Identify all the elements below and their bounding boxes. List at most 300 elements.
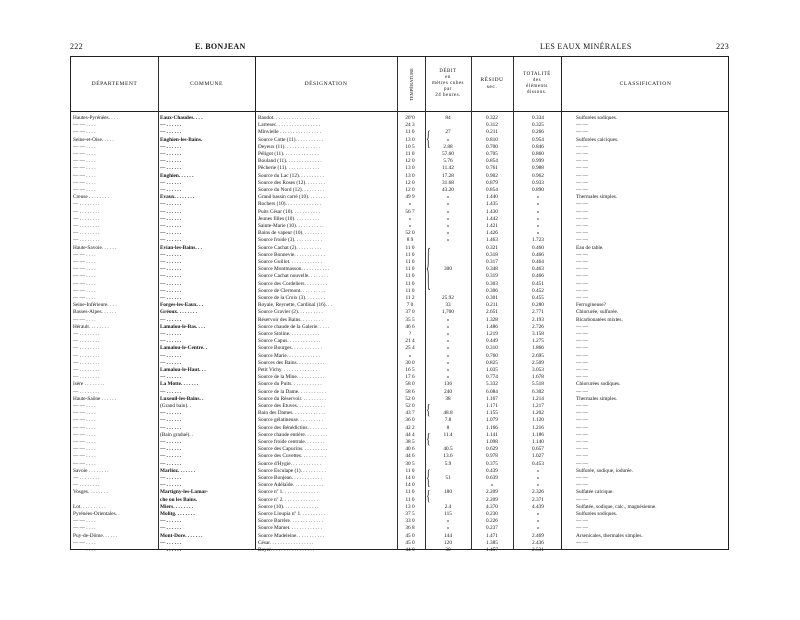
cell-departement: — — . . . . <box>73 525 96 532</box>
cell-classification: — — <box>576 525 588 532</box>
cell-debit: 8 <box>446 424 450 431</box>
cell-departement: Pyrénées-Orientales. . <box>73 511 120 517</box>
cell-totalite: 0.452 <box>532 287 544 294</box>
cell-totalite: 2.469 <box>532 532 544 539</box>
cell-designation: César. . . . . . . . . . . . . . . . . <box>258 539 314 546</box>
cell-residu: 0.854 <box>486 158 498 165</box>
cell-departement: Seine-Inférieure. . . . <box>73 302 117 309</box>
cell-debit: » <box>446 367 450 373</box>
cell-commune: — . . . . . . <box>160 424 182 431</box>
table-row <box>71 468 728 475</box>
cell-temperature: 37 0 <box>405 309 415 316</box>
cell-commune: — . . . . . . <box>160 295 182 301</box>
cell-residu: 0.237 <box>486 525 498 532</box>
cell-residu: 1.471 <box>486 532 498 539</box>
cell-designation: Royale, Reynette, Cardinal (16). . . <box>258 302 333 309</box>
author-name: E. BONJEAN <box>195 42 246 51</box>
cell-residu: 0.761 <box>486 165 498 172</box>
cell-residu: » <box>490 482 494 489</box>
cell-residu: 0.629 <box>486 446 498 453</box>
cell-classification: — — <box>576 475 588 481</box>
cell-totalite: 0.453 <box>532 460 544 467</box>
cell-departement: Vosges. . . . . . . . <box>73 489 108 496</box>
cell-classification: — — <box>576 338 588 345</box>
cell-departement: Puy-de-Dôme. . . . . . <box>73 532 118 539</box>
cell-designation: Source Madeleine. . . . . . . . . . . <box>258 532 325 539</box>
cell-residu: 1.328 <box>486 316 498 323</box>
table-row <box>71 317 728 324</box>
table-row <box>71 353 728 360</box>
cell-debit: 2.4 <box>444 503 452 510</box>
cell-departement: — — . . . . <box>73 446 96 453</box>
cell-temperature: 30 0 <box>405 359 415 366</box>
table-row <box>71 295 728 302</box>
cell-departement: — . . . . . . . . <box>73 388 100 395</box>
cell-totalite: 0.325 <box>532 122 544 129</box>
cell-totalite: 1.186 <box>532 431 544 438</box>
cell-classification: — — <box>576 453 588 460</box>
cell-residu: 1.167 <box>486 395 498 402</box>
cell-classification: Sulfatée, sodique, calc., magnésienne. <box>576 503 657 510</box>
cell-classification: — — <box>576 273 588 280</box>
cell-totalite: » <box>536 223 540 229</box>
cell-designation: Sainte-Marie (10). . . . . . . . . . . <box>258 223 324 229</box>
table-row <box>71 547 728 554</box>
cell-temperature: 30 5 <box>405 460 415 467</box>
cell-departement: — — . . . . <box>73 431 96 438</box>
cell-designation: Source Lloupia nº 1. . . . . . . . . . <box>258 511 326 517</box>
cell-totalite: 1.140 <box>532 439 544 445</box>
cell-totalite: 1.120 <box>532 417 544 424</box>
table-row <box>71 216 728 223</box>
cell-commune: — . . . . . . <box>160 359 182 366</box>
cell-commune: — . . . . . . <box>160 273 182 280</box>
cell-departement: — — . . . . <box>73 280 96 287</box>
cell-departement: — . . . . . . . . <box>73 352 100 359</box>
cell-designation: Source chaude entière. . . . . . . . . <box>258 431 328 438</box>
cell-commune: — . . . . . . <box>160 259 182 265</box>
cell-residu: 0.375 <box>486 460 498 467</box>
cell-classification: — — <box>576 266 588 273</box>
cell-commune: — . . . . . . <box>160 179 182 186</box>
cell-designation: Source (10). . . . . . . . . . . . . . <box>258 503 319 510</box>
cell-totalite: » <box>536 208 540 215</box>
cell-designation: Pêcherie (11). . . . . . . . . . . . . <box>258 165 320 172</box>
cell-designation: Source des Capucins. . . . . . . . . . <box>258 446 328 453</box>
cell-departement: Isère . . . . . . . . <box>73 381 105 388</box>
cell-totalite: 0.933 <box>532 179 544 186</box>
cell-departement: — — . . . . <box>73 165 96 172</box>
cell-residu: 4.370 <box>486 503 498 510</box>
cell-totalite: » <box>536 475 540 481</box>
cell-departement: Hérault. . . . . . . . <box>73 323 109 330</box>
cell-commune: Lamalou-le-Centre. . <box>160 345 208 352</box>
cell-temperature: 11 2 <box>405 295 415 301</box>
table-row <box>71 158 728 165</box>
cell-debit: 17.28 <box>442 172 454 179</box>
cell-classification: — — <box>576 417 588 424</box>
cell-temperature: » <box>408 215 412 222</box>
cell-debit <box>428 497 468 504</box>
column-header-designation: DÉSIGNATION <box>304 80 348 87</box>
cell-commune: — . . . . . . <box>160 201 182 208</box>
cell-classification: — — <box>576 439 588 445</box>
cell-departement: — . . . . . . . . <box>73 475 100 481</box>
cell-temperature: 21 4 <box>405 338 415 345</box>
cell-commune: Évian-les-Bains. . . <box>160 244 202 251</box>
table-row <box>71 345 728 352</box>
cell-commune: — . . . . . . <box>160 187 182 193</box>
cell-totalite: 1.216 <box>532 424 544 431</box>
cell-designation: Source des Cuvettes. . . . . . . . . . <box>258 453 327 460</box>
cell-debit <box>428 482 468 489</box>
cell-departement: — . . . . . . . . <box>73 215 100 222</box>
cell-debit: 240 <box>444 388 452 395</box>
table-row <box>71 540 728 547</box>
cell-totalite: 0.962 <box>532 172 544 179</box>
cell-commune: — . . . . . . <box>160 165 182 172</box>
table-row <box>71 245 728 252</box>
table-row <box>71 122 728 129</box>
cell-designation: Source du Lac (12). . . . . . . . . . <box>258 172 324 179</box>
cell-commune: — . . . . . . <box>160 410 182 417</box>
cell-classification: — — <box>576 496 588 503</box>
cell-temperature: 11 0 <box>405 266 415 273</box>
cell-classification: Sulfurées calciques. <box>576 136 619 143</box>
table-row <box>71 237 728 244</box>
table-row <box>71 129 728 136</box>
cell-commune: — . . . . . . <box>160 482 182 489</box>
cell-departement: — . . . . . . . . <box>73 230 100 237</box>
cell-totalite: 0.464 <box>532 259 544 265</box>
table-row <box>71 439 728 446</box>
cell-designation: Source froide centrale. . . . . . . . <box>258 439 325 445</box>
cell-debit: 48.8 <box>443 410 453 417</box>
cell-totalite: 0.334 <box>532 115 544 121</box>
cell-commune: Lamalou-le-Bas. . . . <box>160 323 206 330</box>
cell-departement: — — . . . . <box>73 129 96 136</box>
cell-temperature: 43 7 <box>405 410 415 417</box>
cell-residu: 1.166 <box>486 424 498 431</box>
cell-totalite: 0.455 <box>532 295 544 301</box>
cell-designation: Réservoir des Bains. . . . . . . . . <box>258 316 323 323</box>
cell-totalite: 2.193 <box>532 316 544 323</box>
cell-commune: Lamalou-le-Haut. . . <box>160 367 206 373</box>
cell-designation: Petit Vichy. . . . . . . . . . . . . . <box>258 367 317 373</box>
cell-totalite: 0.988 <box>532 165 544 172</box>
cell-debit: 30 <box>445 547 451 553</box>
cell-commune: — . . . . . . <box>160 439 182 445</box>
table-row <box>71 281 728 288</box>
cell-classification: Chlorurée, sulfurée. <box>576 309 619 316</box>
table-row <box>71 360 728 367</box>
cell-debit <box>428 122 468 129</box>
cell-debit: 43.20 <box>442 187 454 193</box>
cell-departement: Seine-et-Oise. . . . . <box>73 136 114 143</box>
cell-debit <box>428 281 468 288</box>
cell-debit: 40.5 <box>443 446 453 453</box>
cell-commune: — . . . . . . <box>160 352 182 359</box>
cell-debit: » <box>446 525 450 532</box>
cell-designation: Péligot (11). . . . . . . . . . . . . . <box>258 151 319 157</box>
cell-temperature: 11 0 <box>405 151 415 157</box>
cell-designation: Source des Étuves. . . . . . . . . . . <box>258 403 325 409</box>
cell-classification: Thermales simples. <box>576 395 618 402</box>
cell-debit: » <box>446 323 450 330</box>
cell-designation: Sources des Bains. . . . . . . . . . . <box>258 359 325 366</box>
cell-temperature: 36 0 <box>405 417 415 424</box>
cell-residu: 0.760 <box>486 352 498 359</box>
cell-designation: Source de Clermont. . . . . . . . . . <box>258 287 326 294</box>
cell-departement: — . . . . . . . . <box>73 208 100 215</box>
table-row <box>71 266 728 273</box>
cell-temperature: 40 6 <box>405 446 415 453</box>
cell-classification: — — <box>576 388 588 395</box>
cell-temperature: 16 5 <box>405 367 415 373</box>
cell-residu: 0.312 <box>486 122 498 129</box>
cell-residu: 1.171 <box>486 403 498 409</box>
cell-classification: — — <box>576 374 588 381</box>
cell-departement: — — . . . . <box>73 172 96 179</box>
cell-temperature: 14 0 <box>405 482 415 489</box>
cell-classification: — — <box>576 237 588 244</box>
cell-classification: — — <box>576 446 588 453</box>
column-header-totalite: TOTALITÉ des éléments dissous. <box>523 72 551 95</box>
cell-totalite: 0.463 <box>532 266 544 273</box>
cell-temperature: 12 0 <box>405 158 415 165</box>
cell-temperature: 13 0 <box>405 503 415 510</box>
cell-totalite: » <box>536 467 540 474</box>
table-row <box>71 374 728 381</box>
cell-residu: 1.155 <box>486 410 498 417</box>
cell-departement: Haute-Saône . . . . . . <box>73 395 117 402</box>
cell-designation: Source Guillot. . . . . . . . . . . . . <box>258 259 323 265</box>
cell-commune: — . . . . . . <box>160 547 182 553</box>
cell-totalite: » <box>536 482 540 489</box>
cell-residu: 0.317 <box>486 259 498 265</box>
cell-departement: — . . . . . . . . <box>73 374 100 381</box>
cell-designation: Source gélatineuse. . . . . . . . . . <box>258 417 324 424</box>
cell-commune: — . . . . . . <box>160 230 182 237</box>
table-row <box>71 511 728 518</box>
cell-totalite: » <box>536 511 540 517</box>
cell-designation: Source nº 2. . . . . . . . . . . . . . <box>258 496 319 503</box>
cell-classification: — — <box>576 367 588 373</box>
cell-debit <box>428 288 468 295</box>
cell-debit: » <box>446 215 450 222</box>
cell-designation: Source du Nord (12). . . . . . . . . <box>258 187 325 193</box>
column-header-debit: DÉBIT en mètres cubes par 24 heures. <box>432 69 464 98</box>
cell-departement: — . . . . . . . . <box>73 345 100 352</box>
cell-totalite: 1.678 <box>532 374 544 381</box>
cell-totalite: 0.890 <box>532 187 544 193</box>
cell-departement: — — . . . . <box>73 424 96 431</box>
table-row <box>71 504 728 511</box>
cell-totalite: 1.202 <box>532 410 544 417</box>
cell-temperature: 7 0 <box>406 302 414 309</box>
cell-commune: — . . . . . . <box>160 158 182 165</box>
cell-designation: Rochers (10). . . . . . . . . . . . . . <box>258 201 322 208</box>
cell-debit: 84 <box>445 115 451 121</box>
table-row <box>71 324 728 331</box>
cell-commune: — . . . . . . <box>160 460 182 467</box>
brace-mark: { <box>426 430 431 447</box>
cell-residu: 0.705 <box>486 151 498 157</box>
cell-debit: » <box>446 201 450 208</box>
cell-designation: Bain des Dames. . . . . . . . . . . . . <box>258 410 326 417</box>
cell-departement: Hautes-Pyrénées. . . . <box>73 115 118 121</box>
cell-temperature: » <box>408 352 412 359</box>
table-row <box>71 273 728 280</box>
cell-residu: 0.439 <box>486 467 498 474</box>
cell-designation: Baudot. . . . . . . . . . . . . . . . . . <box>258 115 320 121</box>
table-row <box>71 482 728 489</box>
cell-totalite: 2.509 <box>532 359 544 366</box>
cell-totalite: 2.531 <box>532 547 544 553</box>
cell-departement: Creuse . . . . . . . . <box>73 194 109 201</box>
cell-designation: Source des Cordeliers. . . . . . . . . <box>258 280 327 287</box>
table-row <box>71 518 728 525</box>
cell-totalite: 1.217 <box>532 403 544 409</box>
cell-classification: — — <box>576 259 588 265</box>
cell-residu: 0.226 <box>486 518 498 525</box>
cell-commune: — . . . . . . <box>160 518 182 525</box>
cell-departement: — — . . . . <box>73 122 96 129</box>
cell-designation: Source du Réservoir. . . . . . . . . . <box>258 395 327 402</box>
cell-temperature: » <box>408 223 412 229</box>
cell-temperature: 10 5 <box>405 143 415 150</box>
cell-commune: — . . . . . . <box>160 287 182 294</box>
cell-totalite: 2.436 <box>532 539 544 546</box>
cell-temperature: 11 0 <box>405 467 415 474</box>
column-header-residu: RÉSIDU sec. <box>480 77 504 90</box>
cell-temperature: 58 0 <box>405 381 415 388</box>
cell-commune: Molitg. . . . . . . . <box>160 511 195 517</box>
table-row <box>71 309 728 316</box>
cell-departement: — . . . . . . . . <box>73 237 100 244</box>
table-row <box>71 137 728 144</box>
cell-designation: Larresec. . . . . . . . . . . . . . . . . <box>258 122 320 129</box>
cell-classification: — — <box>576 424 588 431</box>
cell-designation: Source Mamet. . . . . . . . . . . . . <box>258 525 323 532</box>
cell-departement: — — . . . . <box>73 295 96 301</box>
brace-mark: { <box>426 466 431 490</box>
cell-debit: 57.60 <box>442 151 454 157</box>
cell-classification: Sulfurées sodiques. <box>576 115 618 121</box>
cell-designation: Source Esculape (1). . . . . . . . . . <box>258 467 326 474</box>
cell-totalite: 1.723 <box>532 237 544 244</box>
cell-totalite: 6.302 <box>532 388 544 395</box>
cell-departement: — . . . . . . . . <box>73 338 100 345</box>
cell-residu: 0.348 <box>486 266 498 273</box>
cell-designation: Boyer. . . . . . . . . . . . . . . . . <box>258 547 315 553</box>
cell-classification: — — <box>576 345 588 352</box>
cell-classification: — — <box>576 547 588 553</box>
table-row <box>71 446 728 453</box>
cell-debit: 5.9 <box>444 460 452 467</box>
cell-residu: 0.211 <box>486 302 498 309</box>
cell-departement: — — . . . . <box>73 266 96 273</box>
cell-temperature: 17 6 <box>405 374 415 381</box>
cell-totalite: 0.451 <box>532 280 544 287</box>
cell-departement: — — . . . . <box>73 539 96 546</box>
cell-totalite: » <box>536 525 540 532</box>
cell-temperature: 11 0 <box>405 129 415 136</box>
cell-debit: 115 <box>444 511 452 517</box>
cell-residu: 2.209 <box>486 496 498 503</box>
cell-commune: — . . . . . . <box>160 316 182 323</box>
cell-departement: — . . . . . . . . <box>73 331 100 337</box>
table-row <box>71 489 728 496</box>
cell-classification: — — <box>576 460 588 467</box>
cell-residu: 0.306 <box>486 287 498 294</box>
table-row <box>71 432 728 439</box>
cell-commune: Eaux-Chaudes. . . . <box>160 115 203 121</box>
cell-classification: — — <box>576 482 588 489</box>
cell-temperature: 12 0 <box>405 179 415 186</box>
cell-commune: — . . . . . . <box>160 475 182 481</box>
cell-designation: Source des Roses (12). . . . . . . . <box>258 179 326 186</box>
cell-totalite: 0.280 <box>532 302 544 309</box>
table-row <box>71 389 728 396</box>
running-title: LES EAUX MINÉRALES <box>540 42 632 51</box>
cell-residu: 1.219 <box>486 331 498 337</box>
cell-designation: Source de la Croix (3). . . . . . . . <box>258 295 325 301</box>
cell-residu: 1.098 <box>486 439 498 445</box>
cell-commune: Martigny-les-Lamar- <box>160 489 209 496</box>
cell-temperature: 13 0 <box>405 165 415 172</box>
cell-residu: 1.426 <box>486 230 498 237</box>
cell-totalite: 0.460 <box>532 244 544 251</box>
cell-designation: Source Capus. . . . . . . . . . . . . <box>258 338 321 345</box>
cell-temperature: 58 6 <box>405 388 415 395</box>
cell-debit: 27 <box>445 129 451 136</box>
cell-designation: Source des Bénédictins. . . . . . . . <box>258 424 328 431</box>
brace-mark: { <box>426 402 431 418</box>
cell-designation: Bains de vapeur (10). . . . . . . . . <box>258 230 325 237</box>
table-row <box>71 302 728 309</box>
cell-classification: Sulfurée, sodique, iodurée. <box>576 467 633 474</box>
cell-temperature: 45 0 <box>405 532 415 539</box>
cell-debit: 5.76 <box>443 158 453 165</box>
cell-departement: — — . . . . <box>73 143 96 150</box>
cell-totalite: 2.371 <box>532 496 544 503</box>
header-rule <box>71 111 728 112</box>
table-row <box>71 453 728 460</box>
cell-commune: — . . . . . . <box>160 388 182 395</box>
cell-totalite: 0.860 <box>532 151 544 157</box>
cell-residu: 0.230 <box>486 511 498 517</box>
cell-residu: 2.209 <box>486 489 498 496</box>
cell-residu: 0.319 <box>486 273 498 280</box>
cell-departement <box>73 497 157 504</box>
cell-residu: 0.318 <box>486 251 498 258</box>
cell-totalite: 1.866 <box>532 345 544 352</box>
cell-commune: — . . . . . . <box>160 525 182 532</box>
table-row <box>71 165 728 172</box>
cell-debit: 31.68 <box>442 179 454 186</box>
cell-departement: — — . . . . <box>73 547 96 553</box>
cell-debit: » <box>446 518 450 525</box>
cell-residu: 0.310 <box>486 345 498 352</box>
cell-temperature: 36 8 <box>405 525 415 532</box>
cell-residu: 0.854 <box>486 187 498 193</box>
cell-residu: 0.449 <box>486 338 498 345</box>
cell-commune: — . . . . . . <box>160 338 182 345</box>
cell-debit: » <box>446 208 450 215</box>
cell-temperature: 11 0 <box>405 489 415 496</box>
cell-designation: Source Cotte (11). . . . . . . . . . . <box>258 136 324 143</box>
